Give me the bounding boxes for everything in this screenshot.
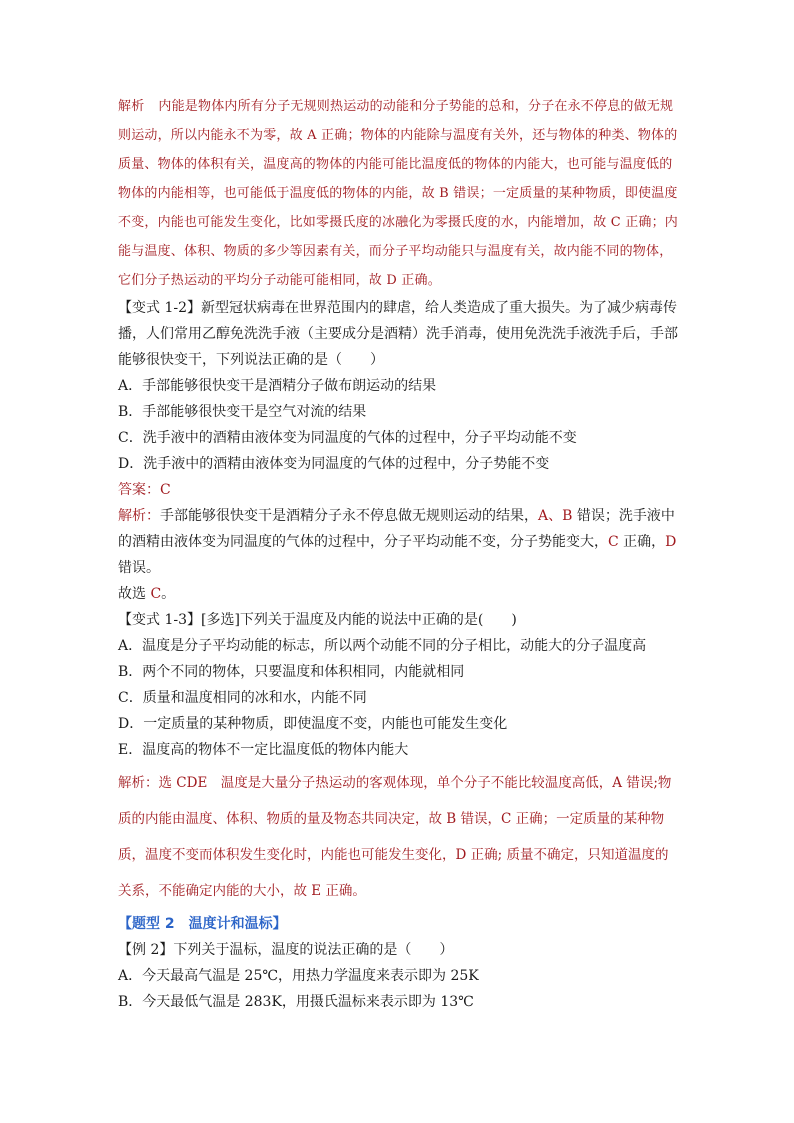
question-stem: 新型冠状病毒在世界范围内的肆虐，给人类造成了重大损失。为了减少病毒传播，人们常用乙醇免洗洗手液（主要成分是酒精）洗手消毒，使用免洗洗手液洗手后，手部能够很快变干，下列说法正确的是（ ） (118, 300, 678, 368)
analysis-part: 手部能够很快变干是酒精分子永不停息做无规则运动的结果， (160, 508, 538, 524)
option-c: C．质量和温度相同的冰和水，内能不同 (118, 690, 367, 706)
choose-label: 故选 (118, 586, 151, 602)
option-a: A．温度是分子平均动能的标志，所以两个动能不同的分子相比，动能大的分子温度高 (118, 638, 647, 654)
question-tag: 【变式 1-3】 (118, 612, 201, 628)
question-stem: [多选]下列关于温度及内能的说法中正确的是( ) (201, 612, 517, 628)
option-b: B．两个不同的物体，只要温度和体积相同，内能就相同 (118, 664, 465, 680)
question-example-2 (118, 937, 678, 963)
option-b: B．今天最低气温是 283K，用摄氏温标来表示即为 13℃ (118, 994, 474, 1010)
analysis-variant-1-1 (118, 92, 678, 295)
choose-end: 。 (161, 586, 176, 602)
analysis-keyword: A、B (538, 508, 573, 524)
option-b: B．手部能够很快变干是空气对流的结果 (118, 404, 367, 420)
analysis-variant-1-3: 解析：选 CDE 温度是大量分子热运动的客观体现，单个分子不能比较温度高低，A 错误;物质的内能由温度、体积、物质的量及物态共同决定，故 B 错误，C 正确；一定质量的某种物质，温度不变而体积发生变化时，内能也可能发生变化，D 正确; 质量不确定，只知道温度的关系，不能确定内能的大小，故 E 正确。 (118, 775, 672, 899)
question-tag: 【变式 1-2】 (118, 300, 201, 316)
section-title: 温度计和温标】 (188, 916, 287, 932)
question-variant-1-3 (118, 607, 678, 633)
analysis-part: 正确， (618, 534, 666, 550)
option-d: D．一定质量的某种物质，即使温度不变，内能也可能发生变化 (118, 716, 508, 732)
option-d: D．洗手液中的酒精由液体变为同温度的气体的过程中，分子势能不变 (118, 456, 550, 472)
answer-line (118, 477, 678, 503)
question-tag: 【例 2】 (118, 942, 174, 958)
analysis-lead: 解析 (118, 99, 145, 114)
question-variant-1-2 (118, 295, 678, 373)
analysis-lead: 解析： (118, 508, 160, 524)
analysis-keyword: C (608, 534, 619, 550)
option-a: A．手部能够很快变干是酒精分子做布朗运动的结果 (118, 378, 437, 394)
analysis-part: 错误。 (118, 560, 160, 576)
choose-line (118, 581, 678, 607)
section-heading (118, 911, 678, 937)
analysis-variant-1-2 (118, 503, 678, 581)
analysis-keyword: D (665, 534, 677, 550)
option-a: A．今天最高气温是 25℃，用热力学温度来表示即为 25K (118, 968, 479, 984)
analysis-part: 错误；洗手液中的酒精由液体变为同温度的气体的过程中，分子平均动能不变，分子势能变大， (118, 508, 675, 550)
section-label: 【题型 2 (118, 916, 175, 932)
analysis-text: 内能是物体内所有分子无规则热运动的动能和分子势能的总和，分子在永不停息的做无规则运动，所以内能永不为零，故 A 正确；物体的内能除与温度有关外，还与物体的种类、物体的质量、物体的体积有关，温度高的物体的内能可能比温度低的物体的内能大，也可能与温度低的物体的内能相等，也可能低于温度低的物体的内能，故 B 错误；一定质量的某种物质，即使温度不变，内能也可能发生变化，比如零摄氏度的冰融化为零摄氏度的水，内能增加，故 C 正确；内能与温度、体积、物质的多少等因素有关，而分子平均动能只与温度有关，故内能不同的物体，它们分子热运动的平均分子动能可能相同，故 D 正确。 (118, 99, 679, 288)
question-stem: 下列关于温标，温度的说法正确的是（ ） (173, 942, 454, 958)
option-e: E．温度高的物体不一定比温度低的物体内能大 (118, 742, 409, 758)
option-c: C．洗手液中的酒精由液体变为同温度的气体的过程中，分子平均动能不变 (118, 430, 577, 446)
page-content (118, 92, 678, 1015)
answer-value: C (160, 482, 171, 498)
choose-value: C (150, 586, 162, 602)
answer-label: 答案： (118, 482, 160, 498)
